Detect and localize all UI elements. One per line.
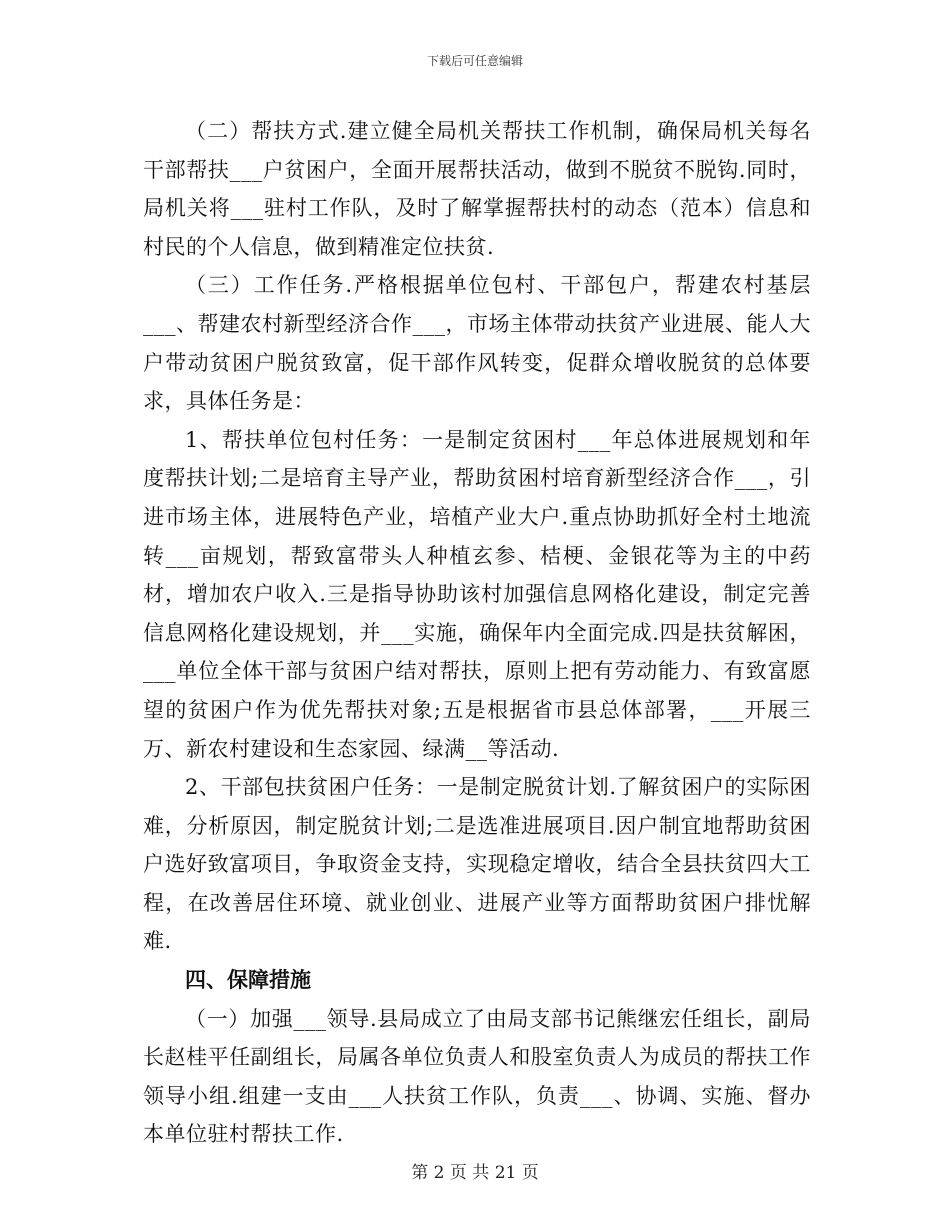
- document-body: [143, 112, 811, 1154]
- paragraph-unit-village-tasks: 1、帮扶单位包村任务：一是制定贫困村___年总体进展规划和年度帮扶计划;二是培育主导产业，帮助贫困村培育新型经济合作___，引进市场主体，进展特色产业，培植产业大户.重点协助抓好全村土地流转___亩规划，帮致富带头人种植玄参、桔梗、金银花等为主的中药材，增加农户收入.三是指导协助该村加强信息网格化建设，制定完善信息网格化建设规划，并___实施，确保年内全面完成.四是扶贫解困，___单位全体干部与贫困户结对帮扶，原则上把有劳动能力、有致富愿望的贫困户作为优先帮扶对象;五是根据省市县总体部署，___开展三万、新农村建设和生态家园、绿满__等活动.: [143, 427, 811, 761]
- page-header: 下载后可任意编辑: [426, 54, 523, 68]
- paragraph-work-tasks: （三）工作任务.严格根据单位包村、干部包户，帮建农村基层___、帮建农村新型经济合作___，市场主体带动扶贫产业进展、能人大户带动贫困户脱贫致富，促干部作风转变，促群众增收脱贫的总体要求，具体任务是：: [143, 273, 811, 414]
- paragraph-assistance-method: （二）帮扶方式.建立健全局机关帮扶工作机制，确保局机关每名干部帮扶___户贫困户，全面开展帮扶活动，做到不脱贫不脱钩.同时，局机关将___驻村工作队，及时了解掌握帮扶村的动态（范本）信息和村民的个人信息，做到精准定位扶贫.: [143, 119, 811, 259]
- section-heading-safeguards: 四、保障措施: [185, 968, 311, 993]
- paragraph-strengthen-leadership: （一）加强___领导.县局成立了由局支部书记熊继宏任组长，副局长赵桂平任副组长，局属各单位负责人和股室负责人为成员的帮扶工作领导小组.组建一支由___人扶贫工作队，负责___、协调、实施、督办本单位驻村帮扶工作.: [143, 1006, 811, 1147]
- page-number: 第 2 页 共 21 页: [411, 1163, 539, 1183]
- paragraph-cadre-household-tasks: 2、干部包扶贫困户任务：一是制定脱贫计划.了解贫困户的实际困难，分析原因，制定脱贫计划;二是选准进展项目.因户制宜地帮助贫困户选好致富项目，争取资金支持，实现稳定增收，结合全县扶贫四大工程，在改善居住环境、就业创业、进展产业等方面帮助贫困户排忧解难.: [143, 775, 811, 954]
